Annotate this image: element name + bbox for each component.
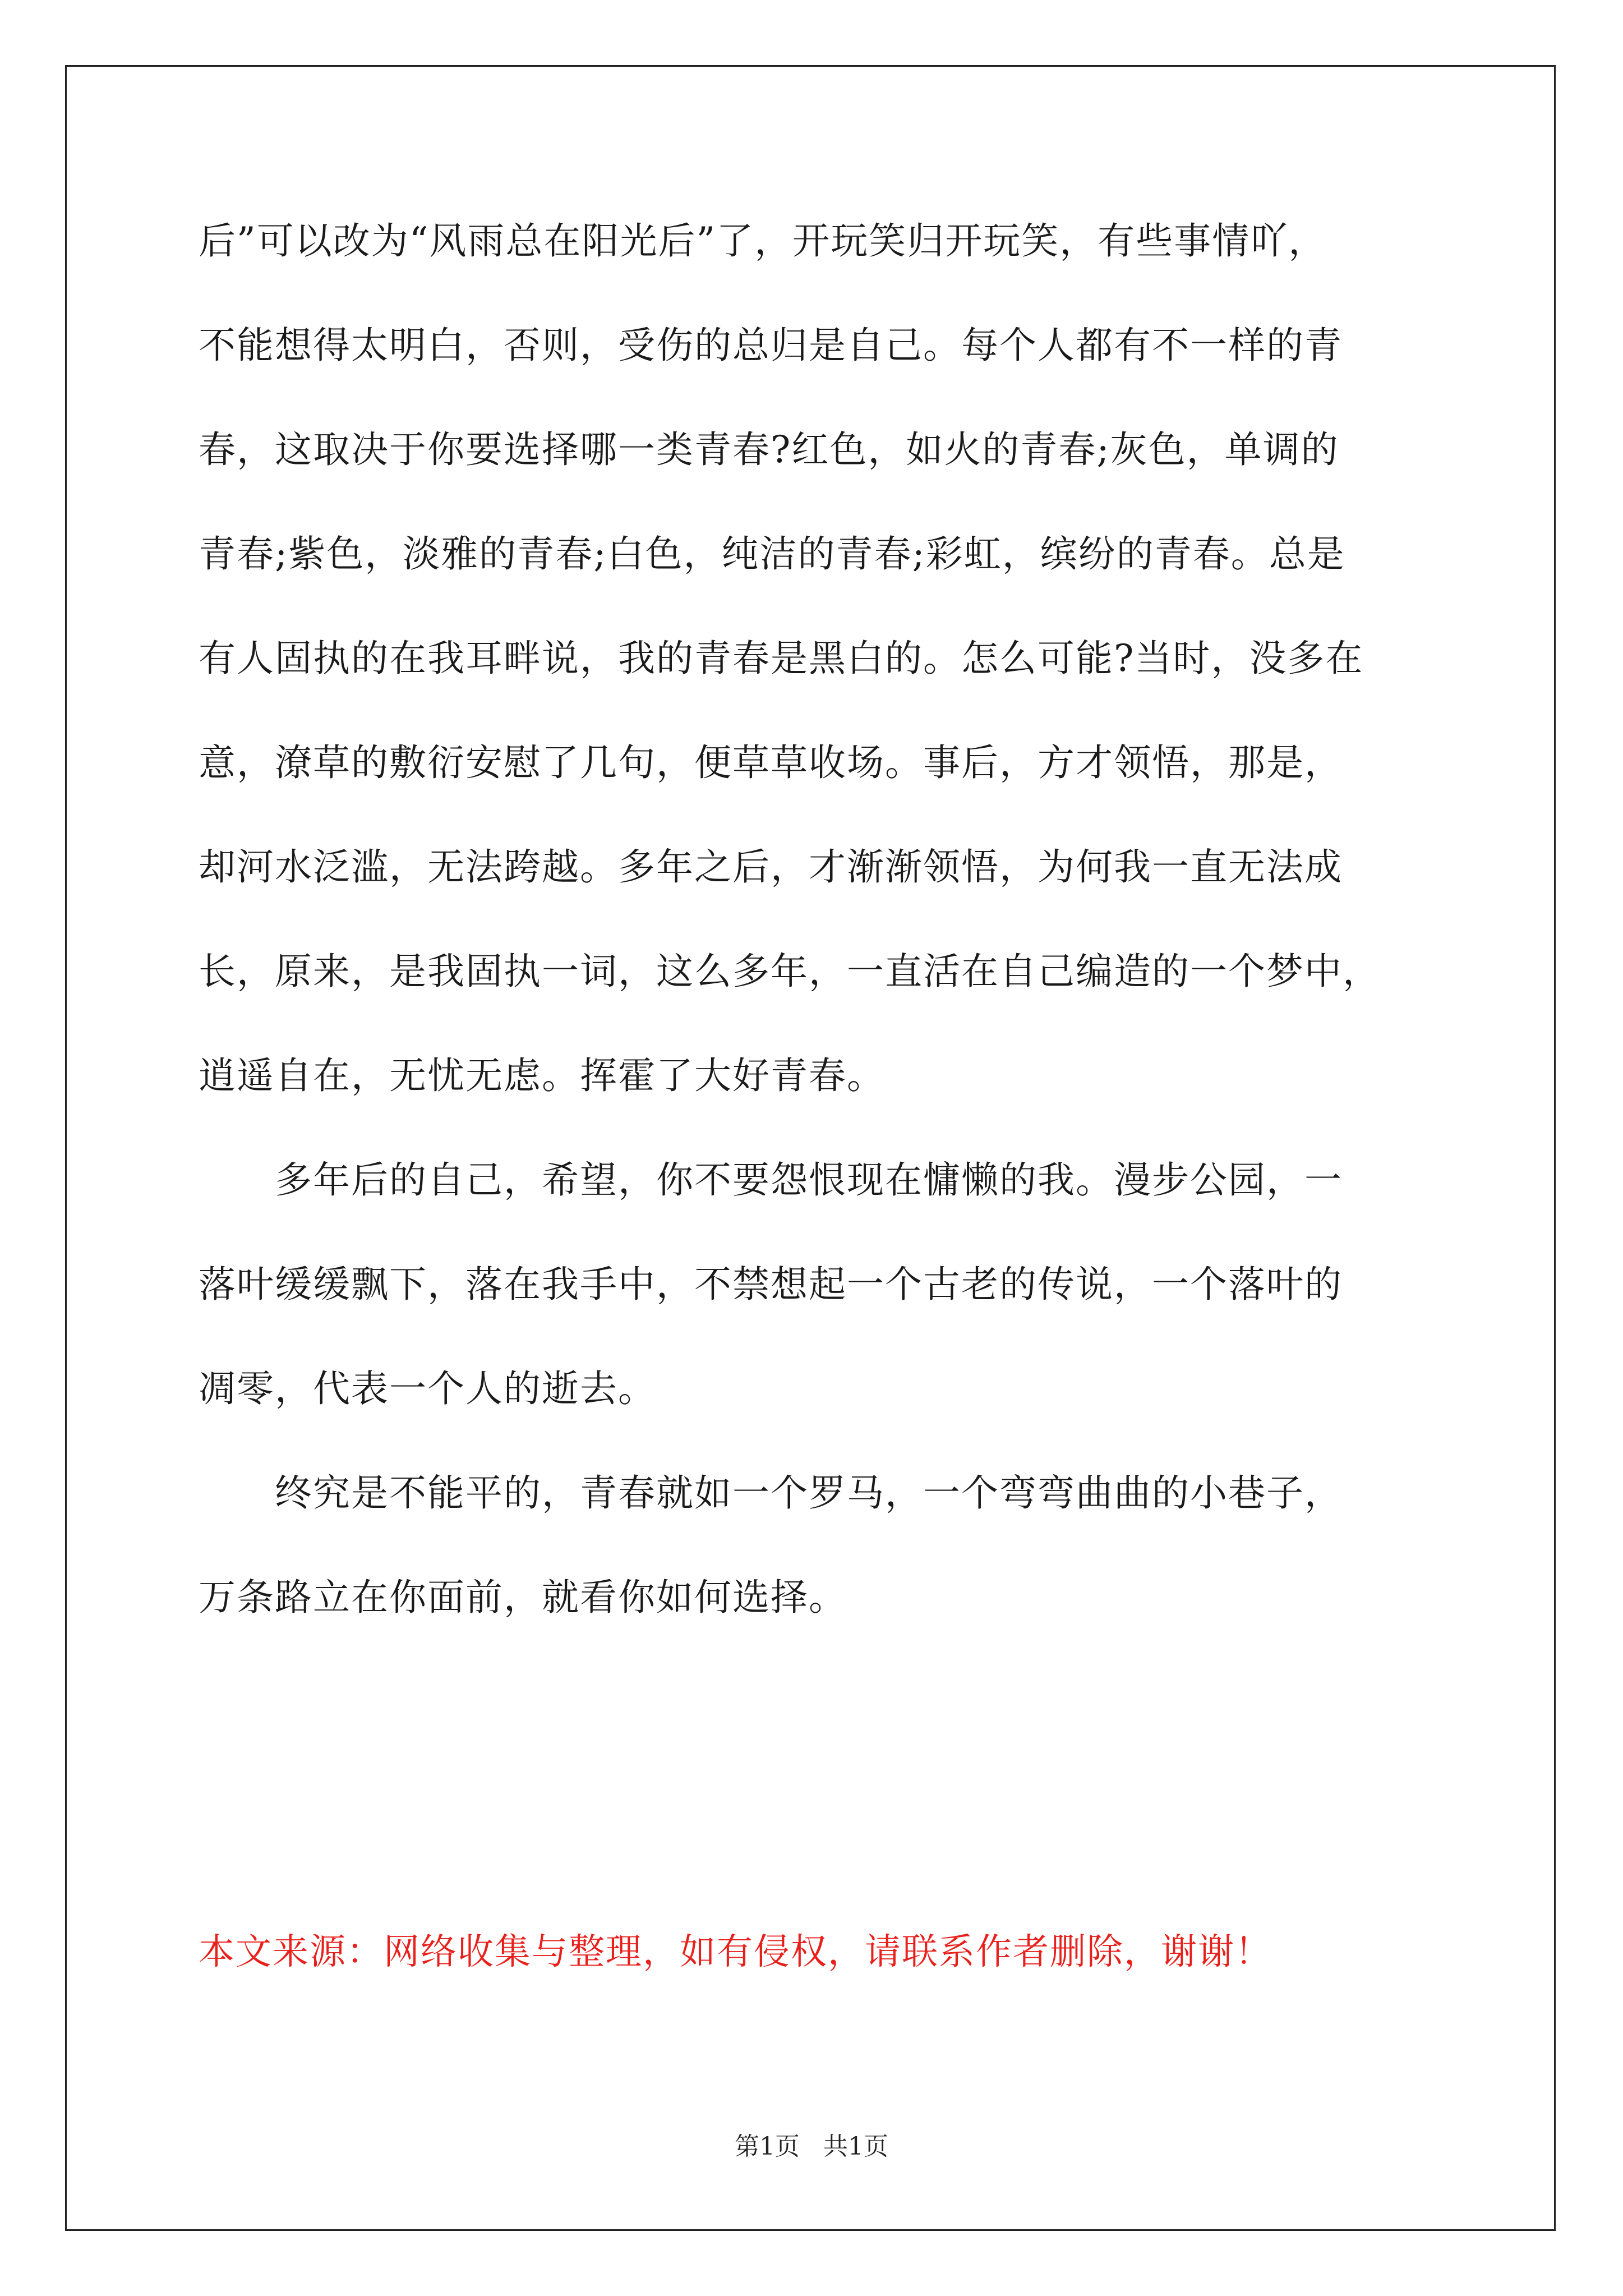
text-line: 多年后的自己，希望，你不要怨恨现在慵懒的我。漫步公园，一 [199,1158,1343,1202]
text-line: 逍遥自在，无忧无虑。挥霍了大好青春。 [199,1054,885,1097]
text-line: 万条路立在你面前，就看你如何选择。 [199,1576,847,1619]
text-line: 有人固执的在我耳畔说，我的青春是黑白的。怎么可能?当时，没多在 [199,637,1364,680]
text-line: 终究是不能平的，青春就如一个罗马，一个弯弯曲曲的小巷子， [199,1471,1343,1515]
page-footer: 第1页 共1页 [735,2132,888,2161]
source-notice: 本文来源：网络收集与整理，如有侵权，请联系作者删除，谢谢！ [199,1931,1272,1973]
text-line: 春，这取决于你要选择哪一类青春?红色，如火的青春;灰色，单调的 [199,428,1339,471]
text-line: 凋零，代表一个人的逝去。 [199,1367,656,1410]
text-line: 落叶缓缓飘下，落在我手中，不禁想起一个古老的传说，一个落叶的 [199,1263,1343,1306]
text-line: 长，原来，是我固执一词，这么多年，一直活在自己编造的一个梦中， [199,950,1381,993]
text-line: 不能想得太明白，否则，受伤的总归是自己。每个人都有不一样的青 [199,324,1343,367]
text-line: 青春;紫色，淡雅的青春;白色，纯洁的青春;彩虹，缤纷的青春。总是 [199,532,1345,576]
document-body [199,213,1432,1674]
text-line: 后”可以改为“风雨总在阳光后”了，开玩笑归开玩笑，有些事情吖， [199,219,1327,263]
text-line: 却河水泛滥，无法跨越。多年之后，才渐渐领悟，为何我一直无法成 [199,845,1343,889]
text-line: 意，潦草的敷衍安慰了几句，便草草收场。事后，方才领悟，那是， [199,741,1343,784]
